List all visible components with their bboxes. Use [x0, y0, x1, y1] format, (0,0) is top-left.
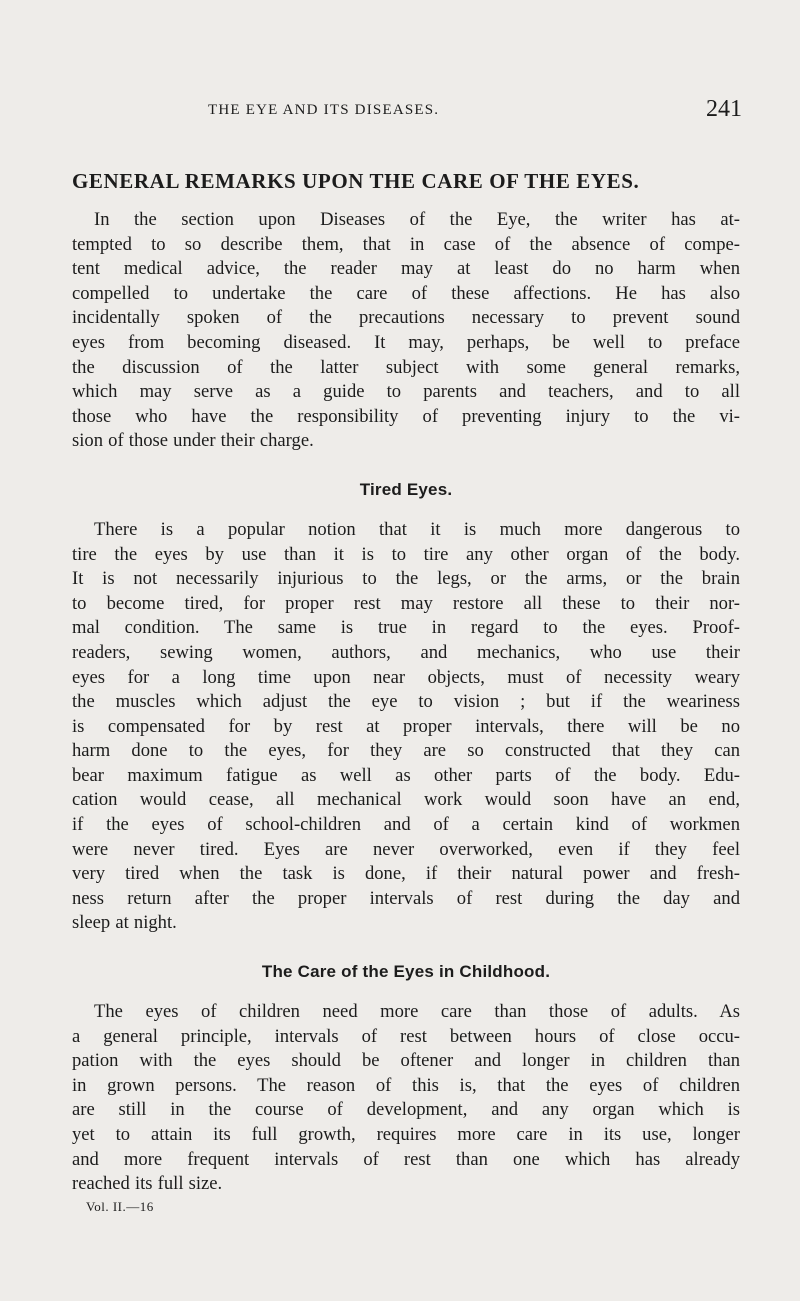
text-line: cation would cease, all mechanical work would soon have an end, — [72, 789, 740, 811]
text-line: tent medical advice, the reader may at least do no harm when — [72, 258, 740, 280]
text-line: the discussion of the latter subject with some general remarks, — [72, 356, 740, 378]
page-body — [72, 168, 740, 1215]
section-heading-tired-eyes: Tired Eyes. — [359, 479, 453, 499]
tired-eyes-paragraph — [72, 518, 740, 936]
text-line: eyes for a long time upon near objects, must of necessity weary — [72, 666, 740, 688]
text-line: harm done to the eyes, for they are so constructed that they can — [72, 740, 740, 762]
text-line: ness return after the proper intervals of rest during the day and — [72, 887, 740, 909]
text-line: There is a popular notion that it is much more dangerous to — [94, 518, 740, 540]
text-line: were never tired. Eyes are never overworked, even if they feel — [72, 838, 740, 860]
text-line: those who have the responsibility of preventing injury to the vi- — [72, 405, 740, 427]
chapter-title: GENERAL REMARKS UPON THE CARE OF THE EYES. — [72, 169, 640, 193]
text-line: The eyes of children need more care than those of adults. As — [94, 1001, 740, 1023]
running-header — [70, 96, 742, 128]
text-line: are still in the course of development, and any organ which is — [72, 1099, 740, 1121]
text-line: eyes from becoming diseased. It may, perhaps, be well to preface — [72, 331, 740, 353]
text-line: In the section upon Diseases of the Eye, the writer has at- — [94, 209, 740, 230]
text-line: reached its full size. — [72, 1173, 223, 1195]
text-line: is compensated for by rest at proper intervals, there will be no — [72, 715, 740, 737]
text-line: in grown persons. The reason of this is, that the eyes of children — [72, 1074, 740, 1096]
text-line: readers, sewing women, authors, and mechanics, who use their — [72, 641, 740, 663]
text-line: bear maximum fatigue as well as other parts of the body. Edu- — [72, 764, 740, 786]
text-line: sleep at night. — [72, 912, 177, 934]
text-line: the muscles which adjust the eye to vision ; but if the weariness — [72, 691, 740, 713]
text-line: compelled to undertake the care of these affections. He has also — [72, 282, 740, 304]
text-line: It is not necessarily injurious to the legs, or the arms, or the brain — [72, 568, 740, 590]
text-line: sion of those under their charge. — [72, 430, 314, 452]
section-heading-childhood: The Care of the Eyes in Childhood. — [261, 962, 551, 982]
text-line: tempted to so describe them, that in case of the absence of compe- — [72, 233, 740, 255]
text-line: mal condition. The same is true in regard to the eyes. Proof- — [72, 617, 740, 639]
running-title: THE EYE AND ITS DISEASES. — [208, 102, 440, 118]
text-line: incidentally spoken of the precautions necessary to prevent sound — [72, 307, 740, 329]
text-line: which may serve as a guide to parents and teachers, and to all — [72, 381, 740, 403]
text-line: to become tired, for proper rest may restore all these to their nor- — [72, 592, 740, 614]
childhood-paragraph — [72, 1000, 740, 1197]
text-line: and more frequent intervals of rest than one which has already — [72, 1148, 740, 1170]
text-line: yet to attain its full growth, requires more care in its use, longer — [72, 1124, 740, 1145]
text-line: tire the eyes by use than it is to tire any other organ of the body. — [72, 543, 740, 565]
text-line: a general principle, intervals of rest between hours of close occu- — [72, 1025, 740, 1047]
intro-paragraph — [72, 208, 740, 454]
signature-mark: Vol. II.—16 — [86, 1198, 154, 1214]
text-line: if the eyes of school-children and of a certain kind of workmen — [72, 814, 740, 836]
text-line: pation with the eyes should be oftener and longer in children than — [72, 1050, 740, 1072]
text-line: very tired when the task is done, if their natural power and fresh- — [72, 863, 740, 885]
page-number: 241 — [706, 96, 742, 122]
